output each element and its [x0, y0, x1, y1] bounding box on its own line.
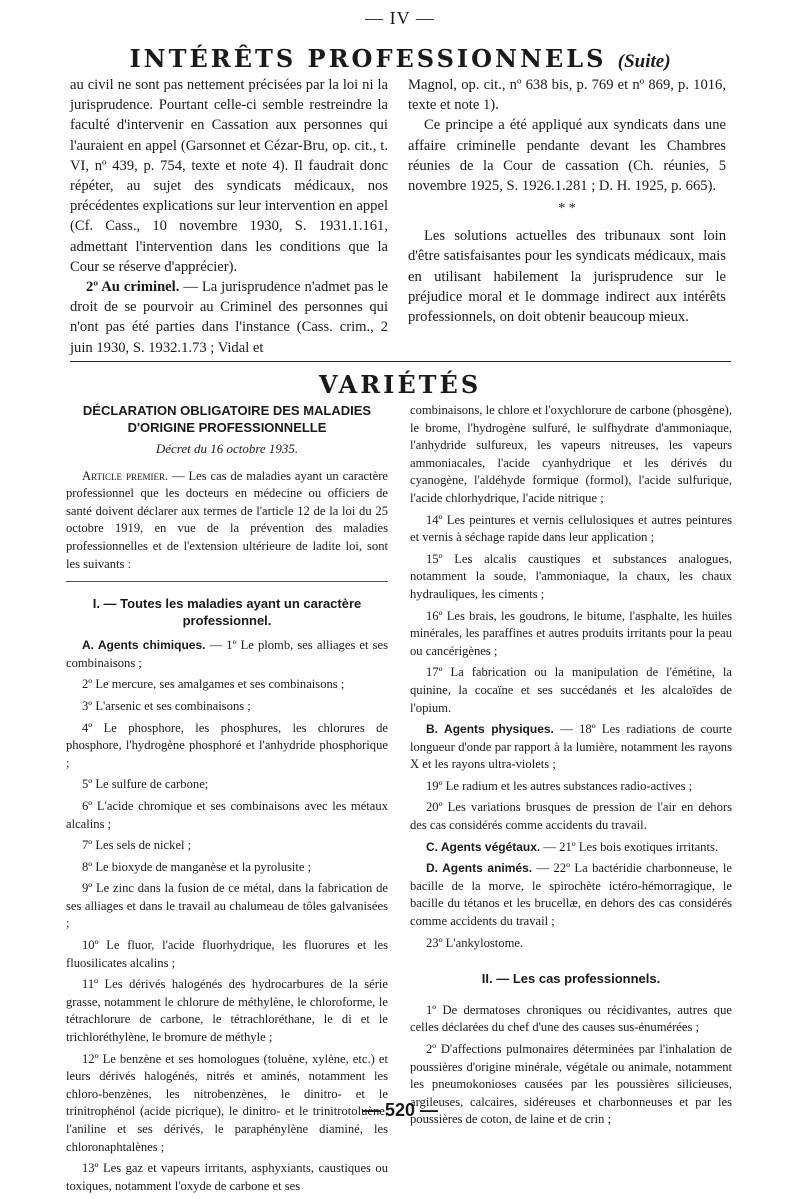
au-criminel-text: — La jurisprudence n'admet pas le droit de se pourvoir au Criminel des personnes qui n'ont pas été parties dans l'instance (Cass. crim., 2 juin 1930, S. 1932.1.73 ; Vidal et	[70, 279, 389, 356]
list-item: 16º Les brais, les goudrons, le bitume, l'asphalte, les huiles minérales, les paraffines et autres produits irritants pour la peau ou cancérigènes ;	[410, 608, 732, 658]
header-title-suite: (Suite)	[617, 51, 671, 72]
section-header-title	[0, 44, 800, 73]
list-item: 7º Les sels de nickel ;	[82, 838, 192, 853]
list-item: 17º La fabrication ou la manipulation de l'émétine, la quinine, la cocaïne et ses succédanés et les alcaloïdes de l'opium.	[410, 665, 732, 715]
top-right-paragraph-2: Ce principe a été appliqué aux syndicats dans une affaire criminelle pendante devant les Chambres réunies de la Cour de cassation (Ch. réunies, 5 novembre 1925, S. 1926.1.281 ; D. H. 1925, p. 665).	[408, 117, 726, 195]
agents-animes-text: — 22º La bactéridie charbonneuse, le bacille de la morve, le spirochète ictéro-hémorragique, le bacille du tétanos et les brucellæ, en dehors des cas considérés comme accidents du travail ;	[410, 861, 732, 929]
list-item: 15º Les alcalis caustiques et substances analogues, notamment la soude, l'ammoniaque, la chaux, les chaux hydrauliques, les ciments ;	[410, 551, 732, 601]
agents-physiques-text: — 18º Les radiations de courte longueur d'onde par rapport à la lumière, notamment les rayons X et les rayons ultra-violets ;	[410, 722, 732, 772]
list-item: 19º Le radium et les autres substances radio-actives ;	[426, 778, 693, 793]
agents-animes	[410, 860, 732, 930]
header-title-text: INTÉRÊTS PROFESSIONNELS	[129, 44, 607, 73]
list-item: 11º Les dérivés halogénés des hydrocarbures de la série grasse, notamment le chlorure de méthylène, le chloroforme, le tétrachlorure de carbone, le tétrachloréthane, le di et le trichloréthylène, le bromure de méthyle ;	[66, 977, 388, 1045]
top-right-paragraph-3: Les solutions actuelles des tribunaux sont loin d'être satisfaisantes pour les syndicats médicaux, mais en utilisant habilement la jurisprudence sur le préjudice moral et le dommage indirect aux intérêts professionnels, on doit obtenir beaucoup mieux.	[408, 228, 726, 326]
article-premier	[66, 468, 388, 574]
list-item: 10º Le fluor, l'acide fluorhydrique, les fluorures et les fluosilicates alcalins ;	[66, 938, 388, 970]
agents-chimiques	[66, 637, 388, 672]
column-separator	[66, 581, 388, 582]
top-left-paragraph-1: au civil ne sont pas nettement précisées par la loi ni la jurisprudence. Pourtant celle-ci semble restreindre la faculté d'intervenir en Cassation aux personnes qui l'auraient en appel (Garsonnet et Cézar-Bru, op. cit., t. VI, nº 439, p. 754, texte et note 4). Il faudrait donc répéter, au sujet des syndicats médicaux, nos précédentes explications sur leur intervention en appel (Cf. Cass., 10 novembre 1930, S. 1931.1.161, admettant l'intervention dans les conditions que la Cour se réserve d'apprécier).	[70, 77, 388, 275]
list-item: 1º De dermatoses chroniques ou récidivantes, autres que celles déclarées du chef d'une des causes sus-énumérées ;	[410, 1002, 732, 1035]
list-item: 20º Les variations brusques de pression de l'air en dehors des cas considérés comme accidents du travail.	[410, 800, 732, 833]
agents-vegetaux-label: C. Agents végétaux.	[426, 839, 541, 854]
au-criminel-label: 2º Au criminel.	[86, 279, 180, 296]
section-stars-separator: * *	[558, 201, 576, 217]
list-item: 13º Les gaz et vapeurs irritants, asphyxiants, caustiques ou toxiques, notamment l'oxyde de carbone et ses	[66, 1161, 388, 1193]
section-2-heading: II. — Les cas professionnels.	[481, 971, 661, 987]
page-number: — 520 —	[361, 1100, 439, 1120]
list-item: 5º Le sulfure de carbone;	[82, 777, 209, 792]
varietes-title: VARIÉTÉS	[318, 370, 482, 399]
agents-animes-label: D. Agents animés.	[426, 861, 533, 876]
list-item: 6º L'acide chromique et ses combinaisons avec les métaux alcalins ;	[66, 798, 388, 831]
list-item: 9º Le zinc dans la fusion de ce métal, dans la fabrication de ses alliages et dans le travail au chalumeau de tôles galvanisées ;	[66, 881, 388, 931]
list-item: 8º Le bioxyde de manganèse et la pyrolusite ;	[82, 859, 312, 874]
decree-date: Décret du 16 octobre 1935.	[155, 441, 299, 456]
list-item: 23º L'ankylostome.	[426, 935, 524, 950]
agents-chimiques-text: — 1º Le plomb, ses alliages et ses combinaisons ;	[66, 638, 389, 670]
top-left-paragraph-2	[70, 277, 388, 358]
bottom-left-column	[66, 402, 388, 1199]
article-text: — Les cas de maladies ayant un caractère professionnel que les docteurs en médecine ou officiers de santé doivent déclarer aux termes de l'article 12 de la loi du 25 octobre 1919, en vue de la prévention des maladies professionnelles et de l'extension ultérieure de ladite loi, sont les suivants :	[66, 468, 388, 571]
article-label: Article premier.	[82, 468, 169, 483]
list-item: 14º Les peintures et vernis cellulosiques et autres peintures et vernis à séchage rapide dans leur application ;	[410, 512, 732, 545]
declaration-title: DÉCLARATION OBLIGATOIRE DES MALADIES D'ORIGINE PROFESSIONNELLE	[82, 403, 372, 435]
top-right-column	[408, 75, 726, 327]
horizontal-rule	[70, 361, 731, 362]
agents-physiques-label: B. Agents physiques.	[426, 722, 554, 737]
list-item: 2º D'affections pulmonaires déterminées par l'inhalation de poussières d'origine minérale, végétale ou animale, notamment les pneumokonioses causées par les poussières silicieuses, argileuses, calcaires, sidéreuses et charbonneuses et par les poussières de coton, de laine et de crin ;	[410, 1042, 732, 1127]
page-roman-numeral: — IV —	[365, 8, 435, 28]
top-right-paragraph-1: Magnol, op. cit., nº 638 bis, p. 769 et nº 869, p. 1016, texte et note 1).	[408, 77, 726, 114]
agents-physiques	[410, 721, 732, 774]
top-left-column	[70, 75, 388, 358]
list-item: 4º Le phosphore, les phosphures, les chlorures de phosphore, l'hydrogène phosphoré et l'anhydride phosphorique ;	[66, 720, 388, 770]
list-item: 3º L'arsenic et ses combinaisons ;	[82, 698, 251, 713]
agents-vegetaux-text: — 21º Les bois exotiques irritants.	[540, 839, 719, 854]
list-item: 12º Le benzène et ses homologues (toluène, xylène, etc.) et leurs dérivés halogénés, nitrés et aminés, notamment les chloro-benzènes, les nitrobenzènes, le dinitro- et le trinitrophénol (acide picrique), le dinitro- et le trinitrotoluène, l'aniline et ses dérivés, le paraphénylène diaminé, les chloronaphtalènes ;	[66, 1051, 388, 1154]
agents-vegetaux	[410, 839, 732, 857]
bottom-right-column	[410, 402, 732, 1133]
section-1-heading: I. — Toutes les maladies ayant un caractère professionnel.	[92, 596, 362, 629]
agents-chimiques-label: A. Agents chimiques.	[82, 638, 206, 653]
separator-wrap	[66, 577, 388, 585]
continued-text: combinaisons, le chlore et l'oxychlorure de carbone (phosgène), le brome, l'hydrogène sulfuré, le sulfhydrate d'ammoniaque, l'anhydride sulfureux, les vapeurs nitreuses, les vapeurs ammoniacales, l'acide cyanhydrique et les dérivés du cyanogène, l'aldéhyde formique (formol), l'acide sulfurique, l'acide chlorhydrique, l'acide nitrique ;	[410, 403, 732, 505]
list-item: 2º Le mercure, ses amalgames et ses combinaisons ;	[82, 677, 345, 692]
